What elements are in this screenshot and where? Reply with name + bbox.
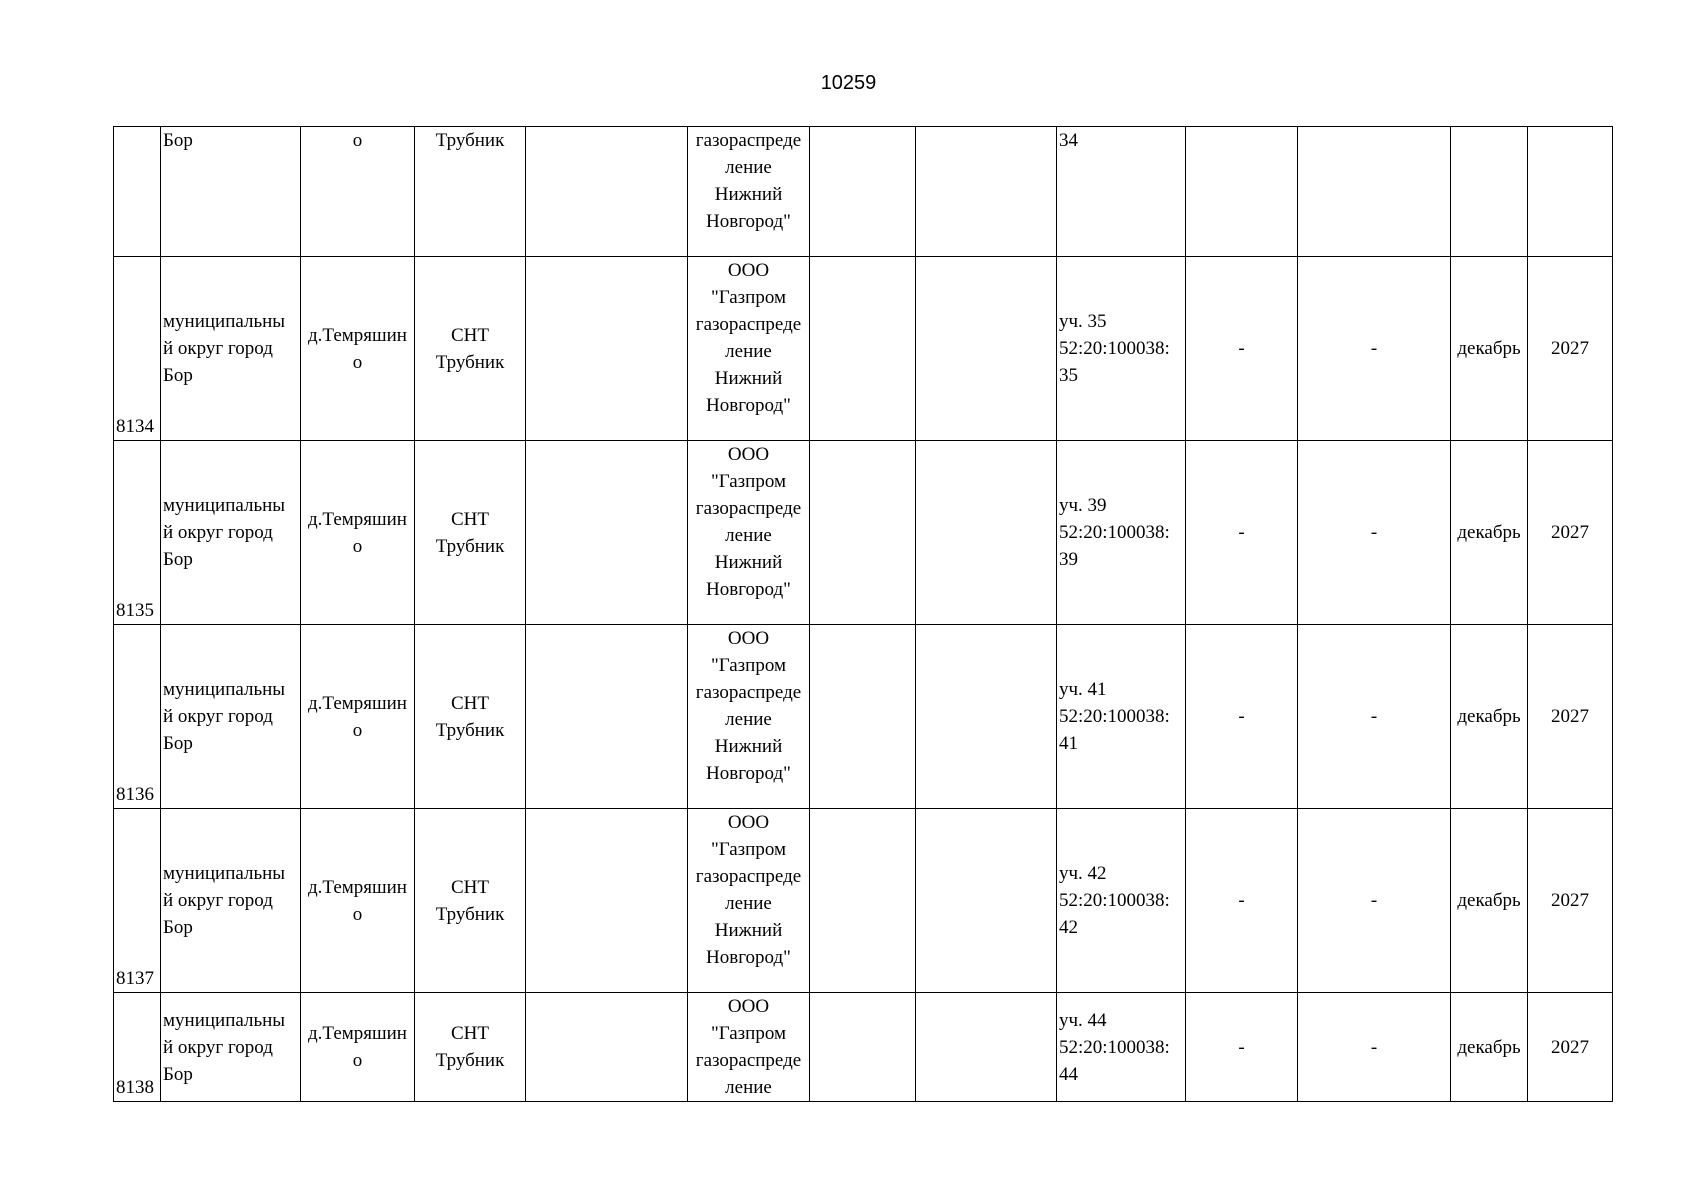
table-body: [114, 127, 1613, 1102]
org-line: ление: [725, 525, 772, 546]
plot-line: уч. 35: [1059, 311, 1107, 332]
cell-district: [161, 257, 301, 441]
cell-plot: [1057, 809, 1186, 993]
cell-dash-b: -: [1298, 441, 1451, 625]
cell-empty-1: [526, 809, 688, 993]
plot-line: уч. 42: [1059, 863, 1107, 884]
snt-line: СНТ: [451, 508, 489, 530]
district-line: муниципальны: [163, 863, 286, 884]
cell-organization: [688, 257, 810, 441]
org-line: газораспреде: [695, 498, 802, 519]
village-line: о: [352, 351, 363, 373]
district-line: й округ город: [163, 522, 273, 543]
cell-dash-a: -: [1186, 809, 1298, 993]
cell-year: 2027: [1528, 257, 1613, 441]
cell-dash-b: -: [1298, 257, 1451, 441]
org-line: "Газпром: [710, 839, 787, 860]
org-line: ление: [725, 157, 772, 178]
cell-district: Бор: [161, 127, 301, 257]
org-line: Нижний: [714, 184, 783, 205]
org-line: ление: [725, 1077, 772, 1098]
village-line: д.Темряшин: [308, 876, 407, 898]
cell-month: декабрь: [1451, 809, 1528, 993]
cell-dash-b: -: [1298, 993, 1451, 1102]
cell-plot: [1057, 257, 1186, 441]
plot-line: 52:20:100038:: [1059, 338, 1170, 359]
org-line: ление: [725, 709, 772, 730]
table-row: [114, 993, 1613, 1102]
page-number: 10259: [820, 72, 877, 94]
cell-empty-2: [810, 993, 916, 1102]
cell-month: декабрь: [1451, 441, 1528, 625]
snt-line: Трубник: [435, 535, 505, 557]
cell-number: 8138: [114, 993, 161, 1102]
cell-snt: [415, 625, 526, 809]
cell-empty-1: [526, 257, 688, 441]
cell-organization: [688, 625, 810, 809]
plot-line: 44: [1059, 1063, 1078, 1085]
village-line: д.Темряшин: [308, 508, 407, 530]
cell-year: 2027: [1528, 625, 1613, 809]
table-row: [114, 625, 1613, 809]
cell-empty-3: [916, 257, 1057, 441]
cell-empty-2: [810, 625, 916, 809]
snt-line: Трубник: [435, 351, 505, 373]
org-line: ООО: [727, 444, 770, 465]
plot-line: 52:20:100038:: [1059, 522, 1170, 543]
org-line: Нижний: [714, 552, 783, 573]
cell-village: [301, 993, 415, 1102]
cell-empty-1: [526, 993, 688, 1102]
snt-line: СНТ: [451, 324, 489, 346]
org-line: газораспреде: [695, 866, 802, 887]
district-line: й округ город: [163, 890, 273, 911]
org-line: ление: [725, 341, 772, 362]
cell-snt: Трубник: [415, 127, 526, 257]
org-line: Новгород": [706, 579, 791, 600]
cell-village: [301, 441, 415, 625]
snt-line: СНТ: [451, 692, 489, 714]
cell-snt: [415, 809, 526, 993]
district-line: й округ город: [163, 338, 273, 359]
cell-number: 8136: [114, 625, 161, 809]
cell-month: декабрь: [1451, 257, 1528, 441]
org-line: Нижний: [714, 368, 783, 389]
district-line: муниципальны: [163, 679, 286, 700]
table-row: [114, 809, 1613, 993]
cell-empty-6: [1451, 127, 1528, 257]
plot-line: 35: [1059, 365, 1078, 386]
table-row: [114, 441, 1613, 625]
cell-month: декабрь: [1451, 993, 1528, 1102]
org-line: газораспреде: [695, 130, 802, 151]
cell-empty-3: [916, 441, 1057, 625]
cell-district: [161, 625, 301, 809]
cell-village: [301, 625, 415, 809]
cell-dash-a: -: [1186, 257, 1298, 441]
cell-month: декабрь: [1451, 625, 1528, 809]
cell-empty-2: [810, 809, 916, 993]
village-line: о: [352, 1050, 363, 1071]
cell-empty-4: [1186, 127, 1298, 257]
district-line: Бор: [163, 1063, 193, 1085]
cell-village: [301, 809, 415, 993]
snt-line: Трубник: [435, 1050, 505, 1071]
cell-organization: [688, 441, 810, 625]
district-line: Бор: [163, 549, 193, 570]
org-line: "Газпром: [710, 471, 787, 492]
cell-district: [161, 993, 301, 1102]
cell-village: [301, 257, 415, 441]
village-line: д.Темряшин: [308, 692, 407, 714]
cell-empty-3: [916, 809, 1057, 993]
snt-line: Трубник: [435, 903, 505, 925]
cell-empty-1: [526, 441, 688, 625]
cell-plot: [1057, 625, 1186, 809]
org-line: газораспреде: [695, 682, 802, 703]
cell-plot: [1057, 441, 1186, 625]
cell-empty-3: [916, 625, 1057, 809]
org-line: Новгород": [706, 763, 791, 784]
plot-line: уч. 41: [1059, 679, 1107, 700]
cell-organization: [688, 127, 810, 257]
cell-empty-3: [916, 127, 1057, 257]
cell-empty-5: [1298, 127, 1451, 257]
village-line: о: [352, 535, 363, 557]
cell-snt: [415, 257, 526, 441]
registry-table: [113, 126, 1613, 1102]
plot-line: 39: [1059, 549, 1078, 570]
cell-district: [161, 441, 301, 625]
org-line: ООО: [727, 996, 770, 1017]
cell-organization: [688, 993, 810, 1102]
org-line: ООО: [727, 812, 770, 833]
cell-empty-2: [810, 127, 916, 257]
district-line: Бор: [163, 365, 193, 386]
cell-organization: [688, 809, 810, 993]
cell-empty-7: [1528, 127, 1613, 257]
village-line: д.Темряшин: [308, 1023, 407, 1044]
snt-line: СНТ: [451, 1023, 489, 1044]
district-line: Бор: [163, 917, 193, 938]
plot-line: уч. 44: [1059, 1009, 1107, 1031]
cell-snt: [415, 441, 526, 625]
cell-empty-3: [916, 993, 1057, 1102]
cell-dash-a: -: [1186, 993, 1298, 1102]
cell-empty-1: [526, 625, 688, 809]
cell-number: 8137: [114, 809, 161, 993]
district-line: Бор: [163, 733, 193, 754]
plot-line: 52:20:100038:: [1059, 1036, 1170, 1058]
table-row: [114, 257, 1613, 441]
cell-number: 8135: [114, 441, 161, 625]
cell-year: 2027: [1528, 993, 1613, 1102]
org-line: Нижний: [714, 736, 783, 757]
plot-line: 42: [1059, 917, 1078, 938]
cell-empty-2: [810, 441, 916, 625]
plot-line: уч. 39: [1059, 495, 1107, 516]
cell-number: [114, 127, 161, 257]
cell-dash-a: -: [1186, 625, 1298, 809]
org-line: газораспреде: [695, 314, 802, 335]
village-line: о: [352, 903, 363, 925]
org-line: ление: [725, 893, 772, 914]
org-line: ООО: [727, 628, 770, 649]
org-line: "Газпром: [710, 287, 787, 308]
plot-line: 52:20:100038:: [1059, 890, 1170, 911]
plot-line: 52:20:100038:: [1059, 706, 1170, 727]
org-line: Нижний: [714, 920, 783, 941]
district-line: й округ город: [163, 1036, 273, 1058]
district-line: муниципальны: [163, 311, 286, 332]
cell-district: [161, 809, 301, 993]
cell-plot: [1057, 993, 1186, 1102]
plot-line: 41: [1059, 733, 1078, 754]
district-line: муниципальны: [163, 1009, 286, 1031]
snt-line: СНТ: [451, 876, 489, 898]
org-line: ООО: [727, 260, 770, 281]
district-line: й округ город: [163, 706, 273, 727]
plot-line: 34: [1059, 130, 1078, 151]
cell-village: о: [301, 127, 415, 257]
cell-number: 8134: [114, 257, 161, 441]
cell-empty-2: [810, 257, 916, 441]
cell-year: 2027: [1528, 441, 1613, 625]
district-line: муниципальны: [163, 495, 286, 516]
org-line: Новгород": [706, 395, 791, 416]
cell-dash-b: -: [1298, 625, 1451, 809]
org-line: "Газпром: [710, 1023, 787, 1044]
cell-empty-1: [526, 127, 688, 257]
snt-line: Трубник: [435, 719, 505, 741]
table-row-continuation: [114, 127, 1613, 257]
cell-year: 2027: [1528, 809, 1613, 993]
org-line: Новгород": [706, 947, 791, 968]
cell-dash-a: -: [1186, 441, 1298, 625]
village-line: д.Темряшин: [308, 324, 407, 346]
org-line: газораспреде: [695, 1050, 802, 1071]
cell-plot: [1057, 127, 1186, 257]
cell-dash-b: -: [1298, 809, 1451, 993]
village-line: о: [352, 719, 363, 741]
cell-snt: [415, 993, 526, 1102]
org-line: Новгород": [706, 211, 791, 232]
org-line: "Газпром: [710, 655, 787, 676]
